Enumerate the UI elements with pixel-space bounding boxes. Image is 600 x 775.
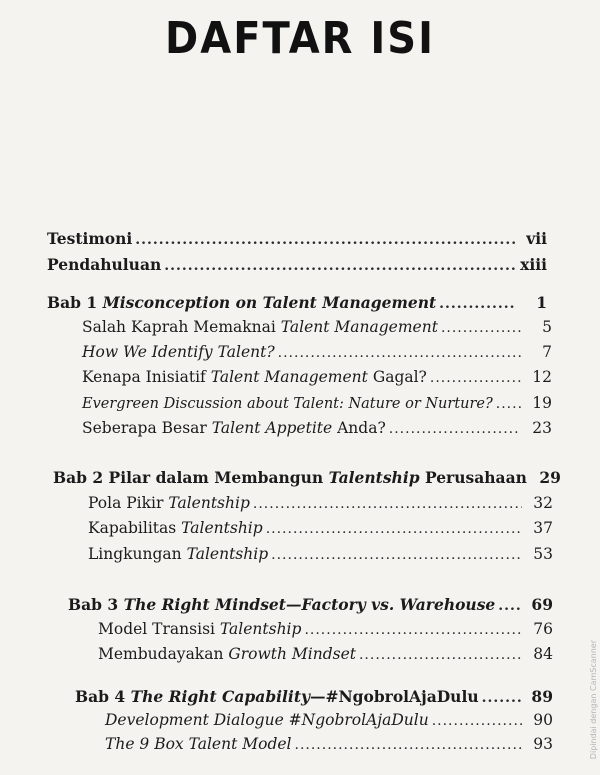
toc-entry-pendahuluan[interactable]: [47, 255, 547, 274]
toc-page: 69: [531, 595, 553, 614]
toc-chapter-4[interactable]: [75, 687, 553, 706]
toc-label: Bab 3 The Right Mindset—Factory vs. Warehouse: [68, 595, 496, 614]
toc-label: Seberapa Besar Talent Appetite Anda?: [82, 419, 386, 437]
toc-page: 93: [533, 735, 553, 753]
toc-entry[interactable]: [88, 494, 553, 512]
toc-page: 7: [542, 343, 552, 361]
toc-leader: [496, 396, 521, 412]
toc-label: Lingkungan Talentship: [88, 545, 269, 563]
toc-entry[interactable]: [88, 519, 553, 537]
toc-leader: [359, 647, 522, 663]
toc-label: Testimoni: [47, 229, 133, 248]
toc-page: 32: [533, 494, 553, 512]
toc-page: 90: [533, 711, 553, 729]
toc-page: 37: [533, 519, 553, 537]
toc-page: 53: [533, 545, 553, 563]
toc-chapter-3[interactable]: [68, 595, 553, 614]
toc-leader: [135, 232, 516, 248]
toc-page: 23: [532, 419, 552, 437]
toc-leader: [295, 737, 523, 753]
toc-page: 12: [532, 368, 552, 386]
toc-page: 84: [533, 645, 553, 663]
toc-page: vii: [526, 229, 547, 248]
toc-entry[interactable]: [88, 545, 553, 563]
toc-entry-testimoni[interactable]: [47, 229, 547, 248]
toc-page: 19: [532, 394, 552, 412]
toc-leader: [432, 713, 522, 729]
toc-chapter-1[interactable]: [47, 293, 547, 312]
toc-label: The 9 Box Talent Model: [105, 735, 292, 753]
toc-entry[interactable]: [98, 620, 553, 638]
toc-leader: [253, 496, 522, 512]
toc-label: Evergreen Discussion about Talent: Nature or Nurture?: [82, 396, 493, 412]
toc-page: xiii: [520, 255, 547, 274]
toc-entry[interactable]: [82, 318, 552, 336]
toc-label: Kenapa Inisiatif Talent Management Gagal?: [82, 368, 427, 386]
toc-leader: [430, 370, 521, 386]
toc-page: 1: [536, 293, 547, 312]
toc-entry[interactable]: [82, 343, 552, 361]
toc-label: Model Transisi Talentship: [98, 620, 302, 638]
page-title: DAFTAR ISI: [165, 14, 435, 64]
toc-leader: [304, 622, 522, 638]
toc-page: 76: [533, 620, 553, 638]
toc-entry[interactable]: [82, 394, 552, 412]
toc-label: Bab 2 Pilar dalam Membangun Talentship Perusahaan: [53, 468, 527, 487]
toc-chapter-2[interactable]: [53, 468, 561, 487]
toc-page: 89: [531, 687, 553, 706]
toc-label: Pendahuluan: [47, 255, 162, 274]
scanner-watermark: Dipindai dengan CamScanner: [589, 640, 598, 760]
toc-label: Salah Kaprah Memaknai Talent Management: [82, 318, 438, 336]
toc-leader: [164, 258, 516, 274]
toc-label: Pola Pikir Talentship: [88, 494, 250, 512]
toc-label: Bab 1 Misconception on Talent Management: [47, 293, 437, 312]
toc-label: Development Dialogue #NgobrolAjaDulu: [105, 711, 429, 729]
toc-leader: [278, 345, 521, 361]
toc-leader: [266, 521, 522, 537]
toc-page: 29: [539, 468, 561, 487]
toc-entry[interactable]: [105, 711, 553, 729]
toc-label: How We Identify Talent?: [82, 343, 275, 361]
toc-leader: [389, 421, 521, 437]
toc-entry[interactable]: [98, 645, 553, 663]
toc-label: Kapabilitas Talentship: [88, 519, 263, 537]
toc-leader: [441, 320, 521, 336]
toc-label: Bab 4 The Right Capability—#NgobrolAjaDulu: [75, 687, 479, 706]
toc-label: Membudayakan Growth Mindset: [98, 645, 356, 663]
toc-entry[interactable]: [82, 419, 552, 437]
toc-leader: [271, 547, 522, 563]
toc-leader: [439, 296, 516, 312]
toc-leader: [498, 598, 522, 614]
toc-entry[interactable]: [82, 368, 552, 386]
toc-leader: [482, 690, 522, 706]
toc-page: 5: [542, 318, 552, 336]
toc-entry[interactable]: [105, 735, 553, 753]
